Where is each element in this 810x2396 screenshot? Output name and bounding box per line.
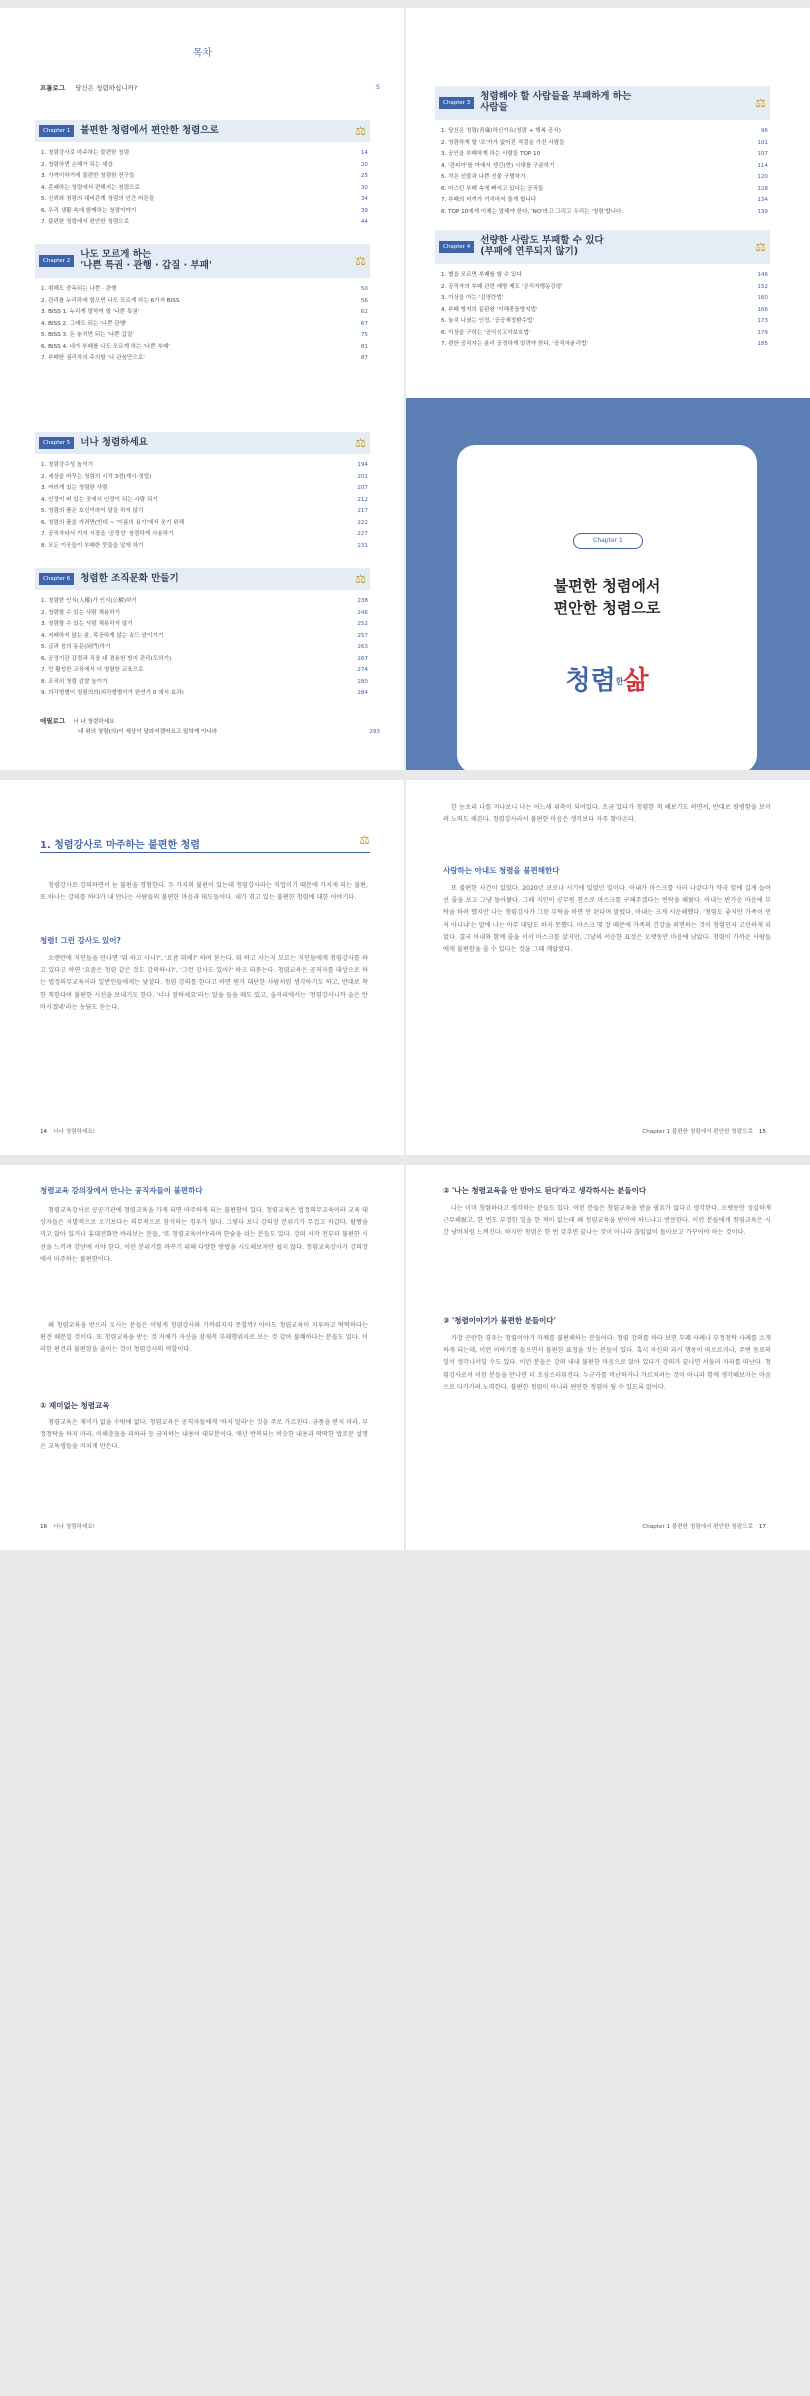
chapter-header[interactable] [35,244,370,278]
page-17 [405,1165,810,1550]
chapter-tag: Chapter 1 [39,125,74,137]
chapter-title-line: (부패에 연루되지 않기) [480,246,579,257]
page-15 [405,780,810,1155]
toc-item[interactable] [435,207,770,219]
toc-item-title: 3. 공인을 부패하게 하는 사람들 TOP 10 [441,151,541,157]
chapter-item-list [35,284,370,365]
body-para-9: 가장 곤란한 경우는 청렴이야기 자체를 불편해하는 분들이다. 청렴 강의를 하다 보면 부패 사례나 부정청탁 사례를 소개하게 되는데, 이런 이야기를 들으면서 불편한 표정을 짓는 분들이 있다. 혹시 자신의 과거 행동이 떠오르거나, 주변 동료의 일이 생각나서일 수도 있다. 이런 분들은 강의 내내 불편한 마음으로 앉아 있다가 강의가 끝나면 서둘러 자리를 떠난다. 청렴강사로서 이런 분들을 만나면 더 조심스러워진다. 누군가를 비난하거나 가르치려는 것이 아니라 함께 생각해보자는 마음으로 다가가려 노력한다. 불편한 청렴이 아니라 편안한 청렴이 될 수 있도록 말이다. [443,1335,771,1391]
toc-item-page: 44 [360,219,368,225]
toc-item-title: 1. 청렴한 인식(人權)가 인식(公權)하기 [41,598,137,604]
toc-item[interactable] [35,665,370,677]
text-spread-2 [0,1165,810,1550]
toc-item-page: 284 [357,690,368,696]
text-spread-1 [0,780,810,1155]
toc-item-page: 50 [360,286,368,292]
section-heading [40,833,370,853]
body-para-1: 청렴강사로 강의하면서 눈 불편을 경험한다. 두 가지의 불편이 있는데 청렴강사라는 직업이기 때문에 가지게 되는 불편, 또 하나는 강의를 하다가 내 만나는 사람들의 불편한 마음과 태도들이다. 내가 겪고 있는 불편한 청렴에 대한 이야기다. [40,882,368,902]
toc-item-page: 207 [357,485,368,491]
toc-item-title: 7. 공직자라서 거지 시장을 '공정성' 청렴하게 사용하기 [41,531,174,537]
chapter-title-line: 청렴한 조직문화 만들기 [80,572,179,584]
footer-right-2: Chapter 1 불편한 청렴에서 편안한 청렴으로 17 [642,1524,766,1530]
scale-icon: ⚖ [355,572,366,586]
chapter-item-list [435,270,770,351]
toc-item[interactable] [35,688,370,700]
logo-part-b: 한 [615,677,624,686]
cover-chapter-pill: Chapter 1 [573,533,643,549]
toc-item-title: 2. 청렴할 수 있는 사람 채용하기 [41,609,121,616]
toc-item-title: 4. 지배하지 않는 윤, 목공하게 않는 송드 암이기기 [41,632,164,639]
prologue-text: 당신은 청렴하십니까? [75,84,138,92]
toc-item[interactable] [35,194,370,206]
toc-item-title: 2. 공직자의 부패 관련 예방 제도 '공직자행동강령' [441,283,563,290]
chapter-title [80,126,218,137]
toc-item[interactable] [35,460,370,472]
subheading-6: ③ '청렴이야기가 불편한 분들이다' [443,1316,556,1325]
toc-item-page: 280 [357,678,368,685]
toc-item-page: 252 [357,621,368,627]
toc-item[interactable] [435,172,770,184]
chapter-header[interactable] [35,568,370,590]
chapter-tag: Chapter 2 [39,255,74,267]
toc-item-page: 20 [360,161,368,168]
epilogue-line1: 너 나 청렴하세요 [73,719,115,725]
toc-item-title: 7. 편한 공직자는 윤리 공정하게 알려야 한다, '공직자윤리법' [441,341,588,347]
prologue-page: 5 [375,83,380,91]
toc-item-title: 5. 작은 선물과 나쁜 선물 구별하기 [441,174,526,180]
chapter-block-6 [35,568,370,700]
scale-icon: ⚖ [355,436,366,450]
scale-icon: ⚖ [355,124,366,138]
epilogue-entry[interactable] [40,716,380,738]
scale-icon: ⚖ [755,96,766,110]
page-number-16: 16 [40,1524,48,1530]
epilogue-page: 293 [369,729,380,735]
subheading: 청렴! 그런 강사도 있어? [40,936,121,945]
chapter-block-1 [35,120,370,229]
chapter-item-list [35,596,370,700]
toc-item[interactable] [435,339,770,351]
toc-item-title: 7. 불편한 청렴에서 편안한 청렴으로 [41,219,130,225]
toc-item[interactable] [435,149,770,161]
toc-item-title: 6. BISS 4. 내가 부패를 나도 모르게 하는 '나쁜 부패' [41,343,170,350]
subheading-3: 청렴교육 강의장에서 만나는 공직자들이 불편하다 [40,1186,203,1195]
epilogue-tag: 에필로그 [40,717,66,725]
toc-item[interactable] [35,307,370,319]
toc-item[interactable] [35,148,370,160]
toc-item[interactable] [35,342,370,354]
toc-item-title: 2. 청렴하게 할 '조'자가 없어진 적절을 가진 사람들 [441,139,565,146]
section-title: 1. 청렴강사로 마주하는 불편한 청렴 [40,840,200,851]
toc-item-title: 7. 부패의 미끼가 거지마저 돌게 합니다 [441,197,537,203]
body-para-5: 청렴교육강사로 공공기관에 청렴교육을 가게 되면 마주하게 되는 불편함이 있다. 청렴교육은 법정의무교육이라 교육 대상자들은 자발적으로 오기보다는 의무적으로 참석하는 경우가 많다. 그렇다 보니 강의장 분위기가 무겁고 차갑다. 팔짱을 끼고 앉아 있거나 휴대전화만 바라보는 분들, '또 청렴교육이야'라며 한숨을 쉬는 분들도 있다. 강의 시작 전부터 불편한 시선을 느끼며 강단에 서야 한다. 이런 분위기를 바꾸기 위해 다양한 방법을 시도해보지만 쉽지 않다. 청렴교육강사가 강의장에서 마주하는 불편함이다. [40,1207,368,1263]
toc-item-title: 7. 민 활성한 교육에서 더 청렴한 교육으로 [41,667,144,673]
chapter-cover-page [405,398,810,770]
epilogue-line2: 내 위의 청렴(의)이 세상이 달라지겠어요고 말하게 아니라 [78,729,218,735]
toc-item-page: 34 [360,196,368,202]
toc-item-page: 185 [757,341,768,347]
logo-part-c: 삶 [623,666,649,696]
toc-item-page: 231 [357,542,368,549]
chapter-header[interactable] [35,432,370,454]
toc-item-title: 9. 의각형별이 청렴의의(외각형별이가 완연가 0 에서 효과) [41,690,184,696]
body-para-4: 또 불편한 사건이 있었다. 2020년 코로나 시기에 있었던 일이다. 아내가 마스크를 사러 나갔다가 약국 앞에 길게 늘어선 줄을 보고 그냥 돌아왔다. 그때 지인이 공무원 찬스로 마스크를 구해주겠다는 연락을 해왔다. 아내는 반가운 마음에 부탁을 하려 했지만 나는 청렴강사가 그런 부탁을 하면 안 된다며 말렸다. 아내는 크게 서운해했다. '청렴도 좋지만 가족이 먼저 아니냐'는 말에 나는 아무 대답도 하지 못했다. 마스크 몇 장 때문에 가족의 건강을 외면하는 것이 청렴인지 고민하게 되었다. 결국 아내와 함께 줄을 서서 마스크를 샀지만, 그날의 서운한 표정은 오랫동안 마음에 남았다. 청렴이 가까운 사람들에게 불편함을 줄 수 있다는 것을 그때 깨달았다. [443,885,771,954]
toc-item[interactable] [435,316,770,328]
chapter-block-2 [35,244,370,365]
toc-item[interactable] [35,171,370,183]
toc-item[interactable] [435,195,770,207]
toc-item-page: 14 [360,150,368,156]
toc-item-title: 5. 신뢰와 청렴의 대비관계 청렴의 인간 어른들 [41,196,155,202]
toc-item[interactable] [35,677,370,689]
toc-item[interactable] [35,506,370,518]
page-number-17: 17 [758,1524,766,1530]
toc-item[interactable] [35,284,370,296]
toc-item-title: 8. 조직의 청렴 감찰 높이기 [41,678,108,685]
toc-item-title: 5. 청렴의 품은 호신이라이 달을 하지 않기 [41,508,144,514]
footer-left-2: 16 너나 청렴하세요! [40,1524,95,1530]
chapter-item-list [35,460,370,552]
body-para-6: 왜 청렴교육을 받으러 오시는 분들은 이렇게 청렴강사와 가까워지지 못할까? 아마도 청렴교육이 지루하고 딱딱하다는 편견 때문일 것이다. 또 청렴교육을 받는 것 자체가 자신을 잠재적 부패행위자로 보는 것 같아 불쾌하다는 분들도 있다. 이러한 편견과 불편함을 줄이는 것이 청렴강사의 역할이다. [40,1322,368,1354]
toc-item-page: 62 [360,309,368,315]
chapter-title [80,250,212,272]
toc-item-page: 146 [757,272,768,278]
chapter-title-line: '나쁜 특권 · 관행 · 갑질 · 부패' [80,260,212,271]
chapter-header[interactable] [435,86,770,120]
toc-item-title: 1. 청렴강수성 높이기 [41,462,94,468]
toc-item-title: 6. 청렴의 품을 가려면(반대 ~ '이름의 용기'에서 웃기 위해 [41,519,184,526]
toc-item-title: 4. BISS 2. 그래도 되는 '나쁜 관행' [41,320,127,327]
toc-item-page: 139 [757,208,768,215]
toc-item-page: 173 [757,318,768,324]
cover-background [405,398,810,770]
toc-item-title: 4. 흔쾌하는 청렴에서 편해지는 청렴으로 [41,184,140,191]
toc-item[interactable] [435,270,770,282]
toc-item-page: 212 [357,496,368,503]
toc-item-title: 5. 놓치 나셨는 인정, '공공재정환수법' [441,318,534,324]
toc-item-page: 263 [357,644,368,650]
prologue-tag: 프롤로그 [40,84,66,92]
toc-item-page: 257 [357,632,368,639]
chapter-tag: Chapter 5 [39,437,74,449]
toc-item-page: 166 [757,306,768,313]
chapter-block-5 [35,432,370,552]
toc-item-page: 246 [357,609,368,616]
toc-item-title: 1. 취해도 중독되는 나쁜 · 관행 [41,286,117,292]
toc-item[interactable] [35,518,370,530]
toc-item-title: 6. 이상을 구하는 '공익신고자보호법' [441,329,531,336]
toc-item-page: 179 [757,329,768,336]
toc-item-page: 152 [757,283,768,290]
body-para-2: 오랜만에 지인들을 만나면 '뭐 하고 사니?', '요즘 뭐해?' 하며 묻는다. 뭐 하고 사는지 모르는 지인들에게 청렴강사를 하고 있다고 하면 '요즘은 청렴 같은 것도 강의하니?', '그런 강사도 있어?' 하고 되묻는다. 청렴교육은 공직자를 대상으로 하는 법정의무교육이라 일반인들에게는 낯설다. 청렴 강의를 한다고 하면 뭔가 대단한 사람처럼 생각하기도 하고, 반대로 착한 척한다며 불편한 시선을 보내기도 한다. '너나 잘하세요'라는 말을 들을 때도 있고, 술자리에서는 '청렴강사니까 술은 안 마시겠네'라는 농담도 듣는다. [40,955,368,1011]
page-16 [0,1165,405,1550]
toc-item-title: 4. '관피아'를 아에서 생긴(현) 시대를 구분하기 [441,162,555,169]
toc-item-page: 114 [757,162,768,169]
cover-title-line-2: 편안한 청렴으로 [553,599,661,617]
toc-item-page: 67 [360,320,368,327]
toc-item-title: 3. 청렴할 수 있는 사람 채용하지 않기 [41,621,133,627]
chapter-block-4 [435,230,770,351]
subheading-5: ② '나는 청렴교육을 안 받아도 된다'라고 생각하시는 분들이다 [443,1186,647,1195]
toc-item-title: 4. 부패 방지의 끝판왕 '이해충돌방지법' [441,306,538,313]
toc-spread-2 [0,398,810,770]
toc-item-page: 120 [757,174,768,180]
toc-item[interactable] [35,330,370,342]
toc-item-title: 3. BISS 1. 누리게 말하여 할 '나쁜 특권' [41,309,140,315]
chapter-block-3 [435,86,770,218]
toc-item-page: 75 [360,332,368,338]
toc-item-page: 56 [360,297,368,304]
toc-item[interactable] [35,596,370,608]
toc-item-page: 128 [757,185,768,192]
toc-page-left-2 [0,398,405,770]
toc-item-page: 274 [357,667,368,673]
body-para-8: 나는 이미 청렴하다고 생각하는 분들도 있다. 이런 분들은 청렴교육을 받을 필요가 없다고 생각한다. 오랫동안 성실하게 근무해왔고, 한 번도 부정한 일을 한 적이 없는데 왜 청렴교육을 받아야 하느냐고 반문한다. 이런 분들에게 청렴교육은 시간 낭비처럼 느껴진다. 하지만 청렴은 한 번 갖추면 끝나는 것이 아니라 끊임없이 돌아보고 가꾸어야 하는 것이다. [443,1205,771,1237]
chapter-title-line: 선량한 사람도 부패할 수 있다 [480,235,604,247]
cover-logo [457,660,757,697]
toc-item[interactable] [435,293,770,305]
toc-item[interactable] [435,161,770,173]
toc-item-title: 3. 여러게 있는 청렴한 사람 [41,485,108,491]
toc-item[interactable] [35,206,370,218]
toc-item[interactable] [35,495,370,507]
chapter-title-line: 사람들 [480,102,508,113]
toc-item-title: 2. 세상을 바꾸는 청렴의 시작 3전(계시·정립) [41,473,152,480]
toc-item[interactable] [35,319,370,331]
toc-item-page: 39 [360,207,368,214]
chapter-title-line: 너나 청렴하세요 [80,436,148,448]
chapter-tag: Chapter 3 [439,97,474,109]
chapter-item-list [435,126,770,218]
chapter-title-line: 불편한 청렴에서 편안한 청렴으로 [80,124,219,136]
toc-item[interactable] [35,619,370,631]
toc-item-page: 25 [360,173,368,179]
toc-item-title: 6. 우리 생활 속에 함께하는 청렴이야기 [41,207,137,214]
toc-item-page: 134 [757,197,768,203]
toc-item[interactable] [35,654,370,666]
toc-item[interactable] [435,138,770,150]
toc-item[interactable] [35,642,370,654]
subheading-4: ① 재미없는 청렴교육 [40,1401,110,1410]
toc-item-page: 227 [357,531,368,537]
toc-item-page: 87 [360,355,368,361]
toc-item-page: 107 [757,151,768,157]
toc-item-page: 194 [357,462,368,468]
page-number-15: 15 [758,1129,766,1135]
scale-icon: ⚖ [359,833,370,847]
scale-icon: ⚖ [755,240,766,254]
chapter-title-line: 나도 모르게 하는 [80,249,152,261]
toc-item[interactable] [435,328,770,340]
footer-left: 14 너나 청렴하세요! [40,1129,95,1135]
toc-item-title: 5. 급과 음의 동문(同門)하기 [41,644,111,650]
toc-item-title: 3. 이상을 아는 '김영란법' [441,295,504,301]
toc-title: 목차 [192,48,213,59]
chapter-tag: Chapter 4 [439,241,474,253]
chapter-title [480,236,603,258]
cover-card [457,445,757,770]
footer-right: Chapter 1 불편한 청렴에서 편안한 청렴으로 15 [642,1129,766,1135]
scale-icon: ⚖ [355,254,366,268]
toc-item[interactable] [35,160,370,172]
toc-item-title: 4. 인정이 떠 있는 곳에서 인정이 되는 사람 되기 [41,496,158,503]
toc-item-title: 7. 부패한 권리자의 주의할 '나 관심만으로' [41,355,145,361]
toc-item[interactable] [35,483,370,495]
toc-item-page: 267 [357,655,368,662]
toc-item[interactable] [35,183,370,195]
toc-item[interactable] [35,631,370,643]
chapter-title [80,438,148,449]
toc-item-title: 6. 마스턴 부패 속에 빠지고 있다는 공직들 [441,185,544,192]
toc-item-title: 8. 모든 이웃들이 부패한 뭇들을 알게 하기 [41,542,144,549]
toc-item-page: 81 [360,343,368,350]
toc-item-page: 222 [357,519,368,526]
toc-item[interactable] [35,217,370,229]
toc-item-page: 30 [360,184,368,191]
page-number-14: 14 [40,1129,48,1135]
chapter-header[interactable] [35,120,370,142]
chapter-title-line: 청렴해야 할 사람들을 부패하게 하는 [480,91,632,103]
toc-item-title: 6. 공정기관 감정과 직장 내 겸용한 방지 관리(도하기) [41,655,172,662]
toc-item[interactable] [35,296,370,308]
toc-item-page: 217 [357,508,368,514]
cover-title [457,575,757,619]
toc-item-page: 201 [357,473,368,480]
toc-item-title: 1. 당신은 청렴(靑廉)하신가요(청렴 + 행복 공식) [441,128,561,134]
toc-item[interactable] [35,529,370,541]
toc-item-title: 1. 청렴강사로 마주하는 불편한 청렴 [41,150,130,156]
body-para-7: 청렴교육은 재미가 없을 수밖에 없다. 청렴교육은 공직자들에게 '하지 말라'는 것을 주로 가르친다. 금품을 받지 마라, 부정청탁을 하지 마라, 이해충돌을 피하라 등 금지하는 내용이 대부분이다. 매년 반복되는 비슷한 내용과 딱딱한 법조문 설명은 교육생들을 지치게 만든다. [40,1419,368,1451]
toc-item-title: 5. BISS 3. 돈 놓치면 되는 '나쁜 갑질' [41,332,134,338]
toc-item[interactable] [35,472,370,484]
prologue-entry[interactable] [40,83,380,92]
toc-item[interactable] [435,282,770,294]
toc-item[interactable] [35,541,370,553]
toc-item-page: 238 [357,598,368,604]
chapter-header[interactable] [435,230,770,264]
toc-item[interactable] [435,126,770,138]
toc-item-title: 1. 별을 모르면 부패를 할 수 있다 [441,272,522,278]
toc-item-title: 2. 청렴하면 손해가 되는 세상 [41,161,113,168]
toc-item-page: 101 [757,139,768,146]
chapter-title [80,574,178,585]
subheading-2: 사랑하는 아내도 청렴을 불편해한다 [443,866,560,875]
toc-item-title: 8. TOP 10에게 이제는 말해야 한다, 'NO'라고 그리고 우리는 '청렴'합니다. [441,208,624,215]
toc-item[interactable] [435,184,770,196]
toc-item-page: 96 [760,128,768,134]
toc-item-page: 160 [757,295,768,301]
toc-item-title: 2. 관리를 누리하에 함으면 나도 모르게 하는 6가지 BISS [41,297,180,304]
toc-item[interactable] [35,608,370,620]
toc-item[interactable] [435,305,770,317]
chapter-title [480,92,631,114]
toc-item-title: 3. 가까이하기에 불편한 청렴한 친구들 [41,173,135,179]
logo-part-a: 청렴 [565,666,616,696]
chapter-item-list [35,148,370,229]
chapter-tag: Chapter 6 [39,573,74,585]
cover-title-line-1: 불편한 청렴에서 [553,577,661,595]
toc-item[interactable] [35,353,370,365]
body-para-3: 한 눈초리 나를 지나보니 나는 어느새 위축이 되어있다. 조금 있다가 청렴한 척 해보기도 하면서, 반대로 평범함을 보이려 노력도 해본다. 청렴강사라서 불편한 마음은 생각보다 자주 찾아온다. [443,804,771,824]
page-14 [0,780,405,1155]
